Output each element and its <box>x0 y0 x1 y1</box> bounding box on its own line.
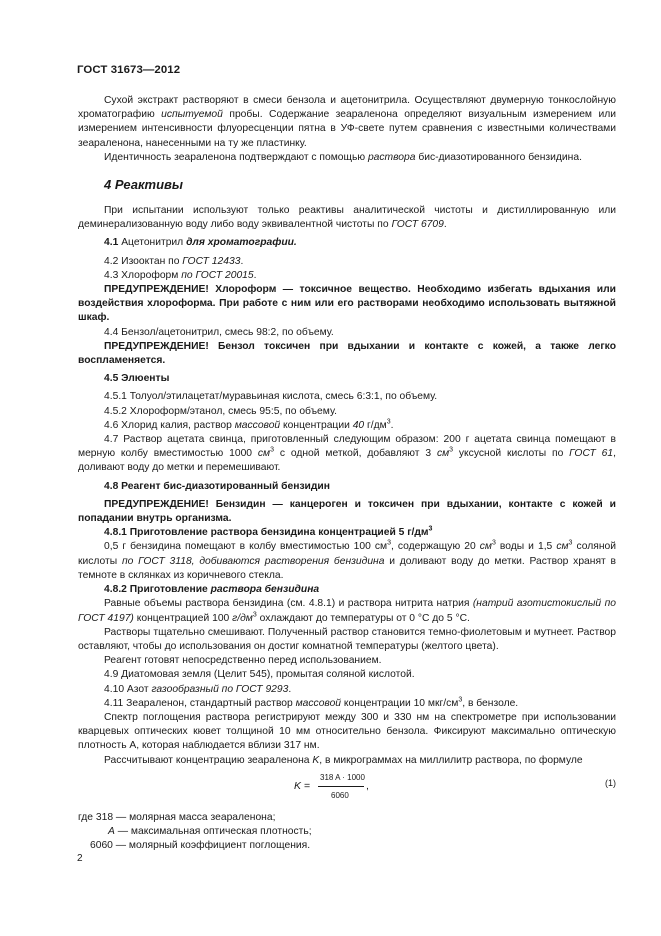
document-code: ГОСТ 31673—2012 <box>77 64 181 76</box>
clause-4-5-1: 4.5.1 Толуол/этилацетат/муравьиная кислота, смесь 6:3:1, по объему. <box>104 391 438 403</box>
formula-lhs: K <box>294 779 302 792</box>
warning-benzidine: ПРЕДУПРЕЖДЕНИЕ! Бензидин — канцероген и токсичен при вдыхании, контакте с кожей и попадании внутрь организма. <box>78 498 616 525</box>
clause-4-2: 4.2 Изооктан по ГОСТ 12433. <box>104 255 244 267</box>
clause-4-6: 4.6 Хлорид калия, раствор массовой концентрации 40 $г/дм^3$. <box>104 418 394 431</box>
clause-4-11: 4.11 Зеараленон, стандартный раствор массовой концентрации 10 мкг/$см^3$, в бензоле. <box>104 696 519 709</box>
paragraph: Реагент готовят непосредственно перед использованием. <box>104 655 382 667</box>
warning-chloroform: ПРЕДУПРЕЖДЕНИЕ! Хлороформ — токсичное вещество. Необходимо избегать вдыхания или воздействия хлороформа. При работе с ним или его растворами необходимо использовать вытяжной шкаф. <box>78 284 616 324</box>
legend-line: где 318 — молярная масса зеараленона; <box>78 811 276 823</box>
legend-line: 6060 — молярный коэффициент поглощения. <box>90 840 311 852</box>
clause-4-7: 4.7 Раствор ацетата свинца, приготовленный следующим образом: 200 г ацетата свинца помещают в мерную колбу вместимостью 1000 $см^3$ с одной меткой, добавляют 3 $см^3$ уксусной кислоты по ГОСТ 61, доливают воду до метки и перемешивают. <box>78 434 616 474</box>
formula-number: (1) <box>605 777 616 788</box>
clause-4-8-2: 4.8.2 Приготовление раствора бензидина <box>104 584 320 596</box>
clause-4-5: 4.5 Элюенты <box>104 373 170 385</box>
clause-4-4: 4.4 Бензол/ацетонитрил, смесь 98:2, по объему. <box>104 326 334 338</box>
paragraph: Равные объемы раствора бензидина (см. 4.8.1) и раствора нитрита натрия (натрий азотистокислый по ГОСТ 4197) концентрацией 100 $г/дм^3$ охлаждают до температуры от 0 °С до 5 °С. <box>78 598 616 624</box>
formula-legend <box>78 811 616 854</box>
clause-4-8: 4.8 Реагент бис-диазотированный бензидин <box>104 480 330 492</box>
formula-denominator: 6060 <box>331 790 349 800</box>
fraction-line <box>318 786 364 787</box>
paragraph: Идентичность зеараленона подтверждают с помощью раствора бис-диазотированного бензидина. <box>104 151 582 163</box>
clause-4-5-2: 4.5.2 Хлороформ/этанол, смесь 95:5, по объему. <box>104 405 337 417</box>
warning-benzene: ПРЕДУПРЕЖДЕНИЕ! Бензол токсичен при вдыхании и контакте с кожей, а также легко воспламеняется. <box>78 340 616 367</box>
paragraph: При испытании используют только реактивы аналитической чистоты и дистиллированную или деминерализованную воду либо воду эквивалентной чистоты по ГОСТ 6709. <box>78 205 616 231</box>
section-heading: 4 Реактивы <box>104 177 184 193</box>
paragraph: Рассчитывают концентрацию зеараленона K, в микрограммах на миллилитр раствора, по формуле <box>104 754 583 766</box>
formula <box>78 771 616 807</box>
formula-equals: = <box>304 779 311 792</box>
clause-4-8-1: 4.8.1 Приготовление раствора бензидина концентрацией 5 $г/дм^3$ <box>104 525 433 539</box>
page-content <box>78 94 616 853</box>
paragraph: Растворы тщательно смешивают. Полученный раствор становится темно-фиолетовым и мутнеет. Раствор оставляют, чтобы до использования он достиг комнатной температуры (желтого цвета). <box>78 626 616 652</box>
clause-4-1: 4.1 Ацетонитрил для хроматографии. <box>104 237 297 249</box>
paragraph: Спектр поглощения раствора регистрируют между 300 и 330 нм на спектрометре при использовании кварцевых оптических кювет толщиной 10 мм относительно бензола. Фиксируют максимально оптическую плотность А, которая наблюдается вблизи 317 нм. <box>78 711 616 752</box>
page-number: 2 <box>77 853 83 864</box>
clause-4-3: 4.3 Хлороформ по ГОСТ 20015. <box>104 269 257 281</box>
legend-line: A — максимальная оптическая плотность; <box>108 825 312 837</box>
clause-4-10: 4.10 Азот газообразный по ГОСТ 9293. <box>104 683 292 695</box>
paragraph: Сухой экстракт растворяют в смеси бензола и ацетонитрила. Осуществляют двумерную тонкослойную хроматографию испытуемой пробы. Содержание зеараленона определяют визуальным измерением или измерением интенсивности флуоресценции пятна в УФ-свете путем сравнения с известными количествами зеараленона, нанесенными на ту же пластинку. <box>78 95 616 149</box>
formula-comma: , <box>366 779 369 792</box>
clause-4-9: 4.9 Диатомовая земля (Целит 545), промытая соляной кислотой. <box>104 669 415 681</box>
paragraph: 0,5 г бензидина помещают в колбу вместимостью 100 $см^3$, содержащую 20 $см^3$ воды и 1,5 $см^3$ соляной кислоты по ГОСТ 3118, добиваются растворения бензидина и доливают воду до метки. Раствор хранят в темноте в склянках из коричневого стекла. <box>78 540 617 581</box>
formula-numerator: 318 A · 1000 <box>320 772 365 782</box>
